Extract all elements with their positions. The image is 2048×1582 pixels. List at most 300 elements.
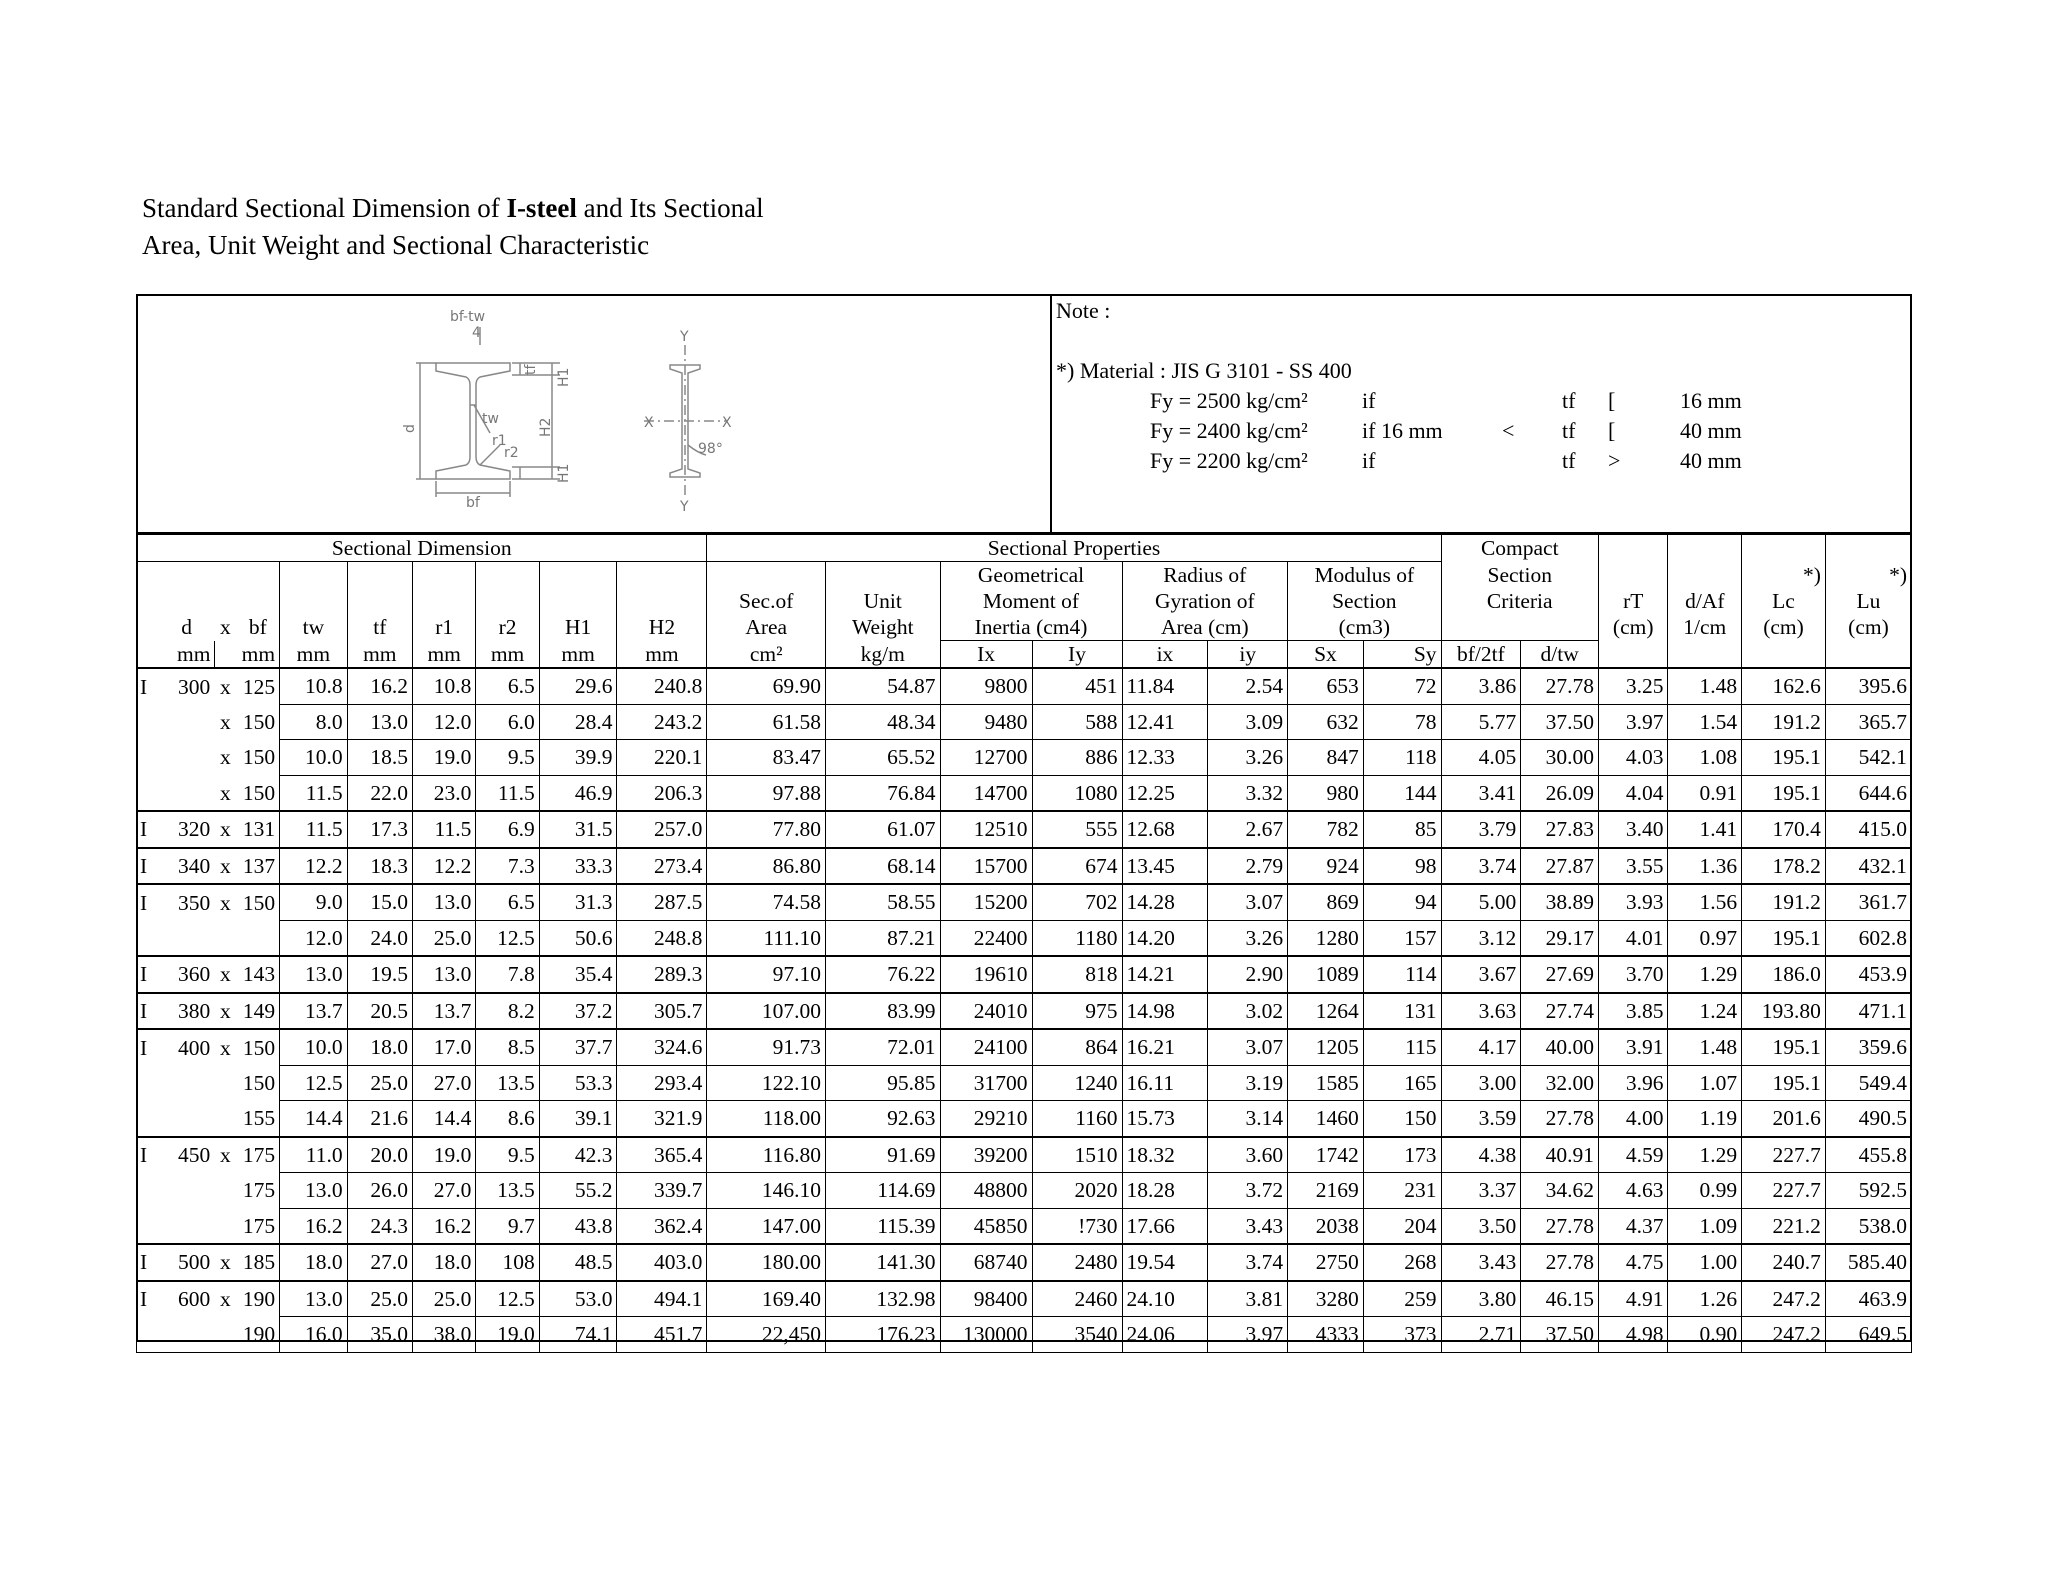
cell-r1: 38.0: [413, 1317, 476, 1353]
label-bf: bf: [466, 495, 480, 511]
cell-h1: 35.4: [539, 956, 617, 993]
cell-r2: 9.7: [476, 1208, 539, 1244]
cell-r2: 13.5: [476, 1065, 539, 1101]
geo-header-1: Geometrical: [940, 562, 1122, 589]
table-row: [137, 1317, 1912, 1353]
cell-x: x: [214, 1244, 236, 1281]
cell-c1: 3.74: [1441, 848, 1521, 885]
cell-h2: 451.7: [617, 1317, 707, 1353]
cell-iy: 588: [1032, 704, 1122, 740]
cell-lu: 432.1: [1825, 848, 1911, 885]
cell-x: x: [214, 1137, 236, 1173]
cell-ix: 22400: [940, 920, 1032, 956]
cell-h2: 362.4: [617, 1208, 707, 1244]
cell-area: 77.80: [707, 811, 826, 848]
cell-sx: 1585: [1288, 1065, 1364, 1101]
table-row: [137, 704, 1912, 740]
cell-sy: 165: [1363, 1065, 1441, 1101]
table-row: [137, 1173, 1912, 1209]
cell-lu: 415.0: [1825, 811, 1911, 848]
cell-h2: 305.7: [617, 993, 707, 1030]
note-cond: if 16 mm: [1362, 418, 1443, 443]
d-header: d: [181, 615, 192, 640]
cell-c2: 46.15: [1521, 1281, 1599, 1317]
cell-x: x: [220, 745, 231, 770]
table-row: [137, 775, 1912, 811]
cell-rt: 3.85: [1598, 993, 1668, 1030]
table-row: [137, 1029, 1912, 1065]
x-header: x: [220, 615, 231, 640]
cell-r1: 14.4: [413, 1101, 476, 1137]
cell-rt: 4.00: [1598, 1101, 1668, 1137]
cell-riy: 3.72: [1208, 1173, 1288, 1209]
cell-h1: 31.3: [539, 884, 617, 920]
cell-daf: 1.36: [1668, 848, 1742, 885]
cell-d: 350: [159, 884, 214, 920]
cell-lc: 195.1: [1742, 775, 1826, 811]
cell-h2: 257.0: [617, 811, 707, 848]
area-header-2: Area: [707, 614, 826, 641]
cell-ix: 14700: [940, 775, 1032, 811]
tf-header: tf: [347, 614, 412, 641]
lu-header: Lu: [1825, 588, 1911, 614]
cell-iy: 702: [1032, 884, 1122, 920]
cell-c1: 3.37: [1441, 1173, 1521, 1209]
cell-area: 180.00: [707, 1244, 826, 1281]
cell-c1: 3.63: [1441, 993, 1521, 1030]
cell-riy: 3.26: [1208, 920, 1288, 956]
cell-ix: 39200: [940, 1137, 1032, 1173]
cell-h1: 39.9: [539, 740, 617, 776]
cell-lc: 201.6: [1742, 1101, 1826, 1137]
r2-unit: mm: [476, 641, 539, 669]
cell-c2: 37.50: [1521, 1317, 1599, 1353]
cell-r2: 6.5: [476, 668, 539, 704]
cell-ix: 48800: [940, 1173, 1032, 1209]
cell-lc: 178.2: [1742, 848, 1826, 885]
cell-iy: 2480: [1032, 1244, 1122, 1281]
compact-header-1: Compact: [1441, 535, 1598, 562]
cell-c2: 29.17: [1521, 920, 1599, 956]
note-value: 40 mm: [1680, 418, 1742, 443]
cell-area: 97.88: [707, 775, 826, 811]
cell-bf: 190: [237, 1317, 280, 1353]
cell-sy: 173: [1363, 1137, 1441, 1173]
cell-tf: 16.2: [347, 668, 412, 704]
cell-sy: 268: [1363, 1244, 1441, 1281]
cell-iy: 1080: [1032, 775, 1122, 811]
cell-g: I: [137, 811, 159, 848]
cell-h1: 31.5: [539, 811, 617, 848]
cell-r1: 11.5: [413, 811, 476, 848]
cell-iy: 674: [1032, 848, 1122, 885]
cell-h2: 243.2: [617, 704, 707, 740]
table-row: [137, 811, 1912, 848]
cell-r2: 9.5: [476, 740, 539, 776]
cell-c2: 40.91: [1521, 1137, 1599, 1173]
cell-sx: 632: [1288, 704, 1364, 740]
cell-d: 450: [159, 1137, 214, 1173]
cell-rt: 4.98: [1598, 1317, 1668, 1353]
cell-bf: 150: [237, 704, 280, 740]
cell-sy: 259: [1363, 1281, 1441, 1317]
note-heading: Note :: [1056, 298, 1111, 323]
cell-r1: 12.0: [413, 704, 476, 740]
cell-tf: 22.0: [347, 775, 412, 811]
cell-w: 83.99: [826, 993, 941, 1030]
cell-c1: 4.17: [1441, 1029, 1521, 1065]
cell-h1: 53.3: [539, 1065, 617, 1101]
tf-header-blank: [347, 562, 412, 589]
cell-lu: 542.1: [1825, 740, 1911, 776]
cell-tw: 10.0: [280, 1029, 347, 1065]
cell-w: 114.69: [826, 1173, 941, 1209]
cell-r2: 13.5: [476, 1173, 539, 1209]
cell-tf: 35.0: [347, 1317, 412, 1353]
cell-w: 65.52: [826, 740, 941, 776]
geo-header-3: Inertia (cm4): [940, 614, 1122, 641]
cell-tf: 19.5: [347, 956, 412, 993]
cell-tf: 27.0: [347, 1244, 412, 1281]
cell-ix: 29210: [940, 1101, 1032, 1137]
cell-iy: 818: [1032, 956, 1122, 993]
cell-r1: 25.0: [413, 920, 476, 956]
cell-c2: 27.87: [1521, 848, 1599, 885]
cell-r2: 8.6: [476, 1101, 539, 1137]
cell-rix: 24.06: [1122, 1317, 1208, 1353]
bf-unit: mm: [214, 641, 279, 669]
cell-h2: 240.8: [617, 668, 707, 704]
cell-rt: 3.97: [1598, 704, 1668, 740]
cell-tf: 24.3: [347, 1208, 412, 1244]
cell-c1: 3.12: [1441, 920, 1521, 956]
cell-h2: 494.1: [617, 1281, 707, 1317]
cell-sx: 3280: [1288, 1281, 1364, 1317]
cell-sy: 85: [1363, 811, 1441, 848]
riy-header: iy: [1208, 641, 1288, 669]
table-row: [137, 1137, 1912, 1173]
cell-sy: 157: [1363, 920, 1441, 956]
cell-g: [137, 1065, 159, 1101]
cell-d: [159, 1208, 214, 1244]
cell-g: I: [137, 1137, 159, 1173]
cell-bf: 150: [237, 884, 280, 920]
cell-lu: 455.8: [1825, 1137, 1911, 1173]
cell-c2: 37.50: [1521, 704, 1599, 740]
cell-iy: 1510: [1032, 1137, 1122, 1173]
cell-tw: 16.2: [280, 1208, 347, 1244]
cell-tf: 18.5: [347, 740, 412, 776]
cell-bf: 131: [237, 811, 280, 848]
cell-lc: 186.0: [1742, 956, 1826, 993]
cell-g: [137, 740, 159, 776]
cell-lu: 538.0: [1825, 1208, 1911, 1244]
cell-d: [159, 740, 214, 776]
cell-w: 91.69: [826, 1137, 941, 1173]
label-tf: tf: [523, 364, 539, 375]
rt-header-blank: [1598, 535, 1668, 562]
cell-ix: 130000: [940, 1317, 1032, 1353]
cell-rix: 14.20: [1122, 920, 1208, 956]
tf-header-blank: [347, 588, 412, 614]
note-tf: tf: [1562, 388, 1576, 413]
cell-area: 169.40: [707, 1281, 826, 1317]
cell-d: [159, 775, 214, 811]
cell-r1: 27.0: [413, 1065, 476, 1101]
table-row: [137, 668, 1912, 704]
lu-header-blank: [1825, 535, 1911, 562]
cell-daf: 1.09: [1668, 1208, 1742, 1244]
cell-rix: 15.73: [1122, 1101, 1208, 1137]
cell-sy: 231: [1363, 1173, 1441, 1209]
cell-lu: 549.4: [1825, 1065, 1911, 1101]
cell-lc: 195.1: [1742, 740, 1826, 776]
weight-unit: kg/m: [826, 641, 941, 669]
cell-r1: 13.0: [413, 956, 476, 993]
cell-area: 107.00: [707, 993, 826, 1030]
cell-g: [137, 1208, 159, 1244]
cell-riy: 3.07: [1208, 884, 1288, 920]
iy-header: Iy: [1032, 641, 1122, 669]
sx-header: Sx: [1288, 641, 1364, 669]
cell-rix: 13.45: [1122, 848, 1208, 885]
cell-riy: 2.79: [1208, 848, 1288, 885]
cell-r1: 23.0: [413, 775, 476, 811]
compact-header-blank: [1441, 614, 1598, 641]
cell-tw: 12.2: [280, 848, 347, 885]
cell-ix: 15200: [940, 884, 1032, 920]
cell-sx: 1205: [1288, 1029, 1364, 1065]
cell-iy: 1160: [1032, 1101, 1122, 1137]
cell-tf: 18.3: [347, 848, 412, 885]
cell-x: x: [214, 993, 236, 1030]
rad-header-2: Gyration of: [1122, 588, 1288, 614]
cell-d: 500: [159, 1244, 214, 1281]
cell-iy: 1240: [1032, 1065, 1122, 1101]
cell-tw: 12.0: [280, 920, 347, 956]
cell-ix: 68740: [940, 1244, 1032, 1281]
h1-header: H1: [539, 614, 617, 641]
area-unit: cm²: [707, 641, 826, 669]
cell-sy: 72: [1363, 668, 1441, 704]
cell-sx: 1089: [1288, 956, 1364, 993]
cell-riy: 3.07: [1208, 1029, 1288, 1065]
note-tf: tf: [1562, 418, 1576, 443]
table-row: [137, 1281, 1912, 1317]
label-4: 4: [472, 325, 481, 341]
cell-ix: 24010: [940, 993, 1032, 1030]
h2-header: H2: [617, 614, 707, 641]
cell-d: 320: [159, 811, 214, 848]
note-material: *) Material : JIS G 3101 - SS 400: [1056, 358, 1352, 383]
cell-daf: 0.90: [1668, 1317, 1742, 1353]
cell-g: I: [137, 884, 159, 920]
lc-star: *): [1742, 562, 1826, 589]
cell-w: 68.14: [826, 848, 941, 885]
cell-area: 91.73: [707, 1029, 826, 1065]
cell-rix: 12.25: [1122, 775, 1208, 811]
cell-rt: 3.40: [1598, 811, 1668, 848]
cell-d: [159, 704, 214, 740]
cell-riy: 3.60: [1208, 1137, 1288, 1173]
cell-sx: 2038: [1288, 1208, 1364, 1244]
table-row: [137, 1244, 1912, 1281]
title-text: and Its Sectional: [576, 193, 764, 223]
cell-tw: 16.0: [280, 1317, 347, 1353]
cell-w: 61.07: [826, 811, 941, 848]
cell-d: 340: [159, 848, 214, 885]
tw-header-blank: [280, 562, 347, 589]
cell-bf: 155: [237, 1101, 280, 1137]
cell-w: 141.30: [826, 1244, 941, 1281]
mod-header-3: (cm3): [1288, 614, 1441, 641]
cell-h1: 43.8: [539, 1208, 617, 1244]
cell-lu: 644.6: [1825, 775, 1911, 811]
table-row: [137, 884, 1912, 920]
cell-g: I: [137, 1281, 159, 1317]
cell-area: 116.80: [707, 1137, 826, 1173]
cell-ix: 9800: [940, 668, 1032, 704]
cell-riy: 3.09: [1208, 704, 1288, 740]
cell-x: x: [214, 775, 236, 811]
cell-h2: 220.1: [617, 740, 707, 776]
cell-c1: 3.86: [1441, 668, 1521, 704]
title-line-2: Area, Unit Weight and Sectional Characteristic: [142, 230, 650, 260]
compact-header-3: Criteria: [1441, 588, 1598, 614]
cell-riy: 3.74: [1208, 1244, 1288, 1281]
rt-unit-blank: [1598, 641, 1668, 669]
cell-riy: 2.54: [1208, 668, 1288, 704]
cell-d: 600: [159, 1281, 214, 1317]
cell-c2: 27.78: [1521, 1244, 1599, 1281]
cell-ix: 12700: [940, 740, 1032, 776]
cell-bf: 175: [237, 1208, 280, 1244]
label-h2: H2: [538, 417, 554, 437]
cell-h1: 53.0: [539, 1281, 617, 1317]
cell-c1: 3.67: [1441, 956, 1521, 993]
cell-lc: 195.1: [1742, 1029, 1826, 1065]
cell-tw: 11.5: [280, 775, 347, 811]
cell-iy: 864: [1032, 1029, 1122, 1065]
cell-rix: 12.68: [1122, 811, 1208, 848]
label-h1-top: H1: [556, 367, 572, 387]
label-bf-tw: bf-tw: [450, 309, 486, 325]
cell-r2: 19.0: [476, 1317, 539, 1353]
i-beam-diagram: [380, 305, 800, 515]
cell-r1: 19.0: [413, 1137, 476, 1173]
note-fy: Fy = 2200 kg/cm²: [1150, 448, 1308, 473]
cell-daf: 1.54: [1668, 704, 1742, 740]
dxbf-header-blank: [137, 562, 280, 589]
cell-h2: 365.4: [617, 1137, 707, 1173]
label-d: d: [402, 424, 418, 433]
r1-header-blank: [413, 562, 476, 589]
cell-d: [159, 1173, 214, 1209]
cell-area: 146.10: [707, 1173, 826, 1209]
cell-h1: 29.6: [539, 668, 617, 704]
cell-lc: 247.2: [1742, 1317, 1826, 1353]
cell-sy: 373: [1363, 1317, 1441, 1353]
label-y-top: Y: [680, 329, 689, 345]
cell-tf: 20.0: [347, 1137, 412, 1173]
cell-sy: 131: [1363, 993, 1441, 1030]
r2-header-blank: [476, 562, 539, 589]
page-title: [142, 190, 764, 264]
table-row: [137, 1208, 1912, 1244]
cell-riy: 2.90: [1208, 956, 1288, 993]
cell-d: 300: [159, 668, 214, 704]
cell-tf: 25.0: [347, 1065, 412, 1101]
cell-ix: 24100: [940, 1029, 1032, 1065]
cell-r2: 12.5: [476, 1281, 539, 1317]
area-header-1: Sec.of: [707, 588, 826, 614]
cell-rix: 24.10: [1122, 1281, 1208, 1317]
cell-sx: 980: [1288, 775, 1364, 811]
cell-r1: 12.2: [413, 848, 476, 885]
cell-g: I: [137, 956, 159, 993]
cell-x: x: [220, 709, 231, 734]
cell-sy: 114: [1363, 956, 1441, 993]
cell-tw: 8.0: [280, 704, 347, 740]
h1-header-blank: [539, 588, 617, 614]
cell-c1: 4.05: [1441, 740, 1521, 776]
cell-rix: 16.21: [1122, 1029, 1208, 1065]
dxbf-header-blank: [137, 588, 280, 614]
label-angle: 98°: [698, 441, 723, 457]
label-y-bottom: Y: [680, 499, 689, 515]
cell-h1: 37.2: [539, 993, 617, 1030]
cell-c1: 3.50: [1441, 1208, 1521, 1244]
cell-daf: 1.08: [1668, 740, 1742, 776]
table-row: [137, 920, 1912, 956]
cell-h1: 48.5: [539, 1244, 617, 1281]
cell-tf: 21.6: [347, 1101, 412, 1137]
cell-x: x: [214, 811, 236, 848]
properties-table: [136, 534, 1912, 1353]
cell-tf: 26.0: [347, 1173, 412, 1209]
cell-tw: 11.5: [280, 811, 347, 848]
cell-r2: 6.9: [476, 811, 539, 848]
cell-x: [214, 1317, 236, 1353]
cell-iy: 451: [1032, 668, 1122, 704]
cell-rix: 17.66: [1122, 1208, 1208, 1244]
cell-bf: 175: [237, 1137, 280, 1173]
cell-r1: 27.0: [413, 1173, 476, 1209]
cell-h2: 293.4: [617, 1065, 707, 1101]
cell-daf: 1.56: [1668, 884, 1742, 920]
cell-bf: 175: [237, 1173, 280, 1209]
cell-area: 122.10: [707, 1065, 826, 1101]
cell-h2: 273.4: [617, 848, 707, 885]
cell-rt: 4.37: [1598, 1208, 1668, 1244]
cell-iy: 886: [1032, 740, 1122, 776]
cell-daf: 1.07: [1668, 1065, 1742, 1101]
cell-r2: 8.5: [476, 1029, 539, 1065]
cell-r2: 7.3: [476, 848, 539, 885]
h2-unit: mm: [617, 641, 707, 669]
cell-tw: 11.0: [280, 1137, 347, 1173]
cell-daf: 1.19: [1668, 1101, 1742, 1137]
cell-rt: 4.04: [1598, 775, 1668, 811]
note-fy: Fy = 2500 kg/cm²: [1150, 388, 1308, 413]
cell-lu: 602.8: [1825, 920, 1911, 956]
note-cond: if: [1362, 448, 1376, 473]
cell-rt: 4.03: [1598, 740, 1668, 776]
cell-c1: 3.41: [1441, 775, 1521, 811]
cell-ix: 19610: [940, 956, 1032, 993]
cell-sx: 2750: [1288, 1244, 1364, 1281]
cell-lc: 191.2: [1742, 704, 1826, 740]
